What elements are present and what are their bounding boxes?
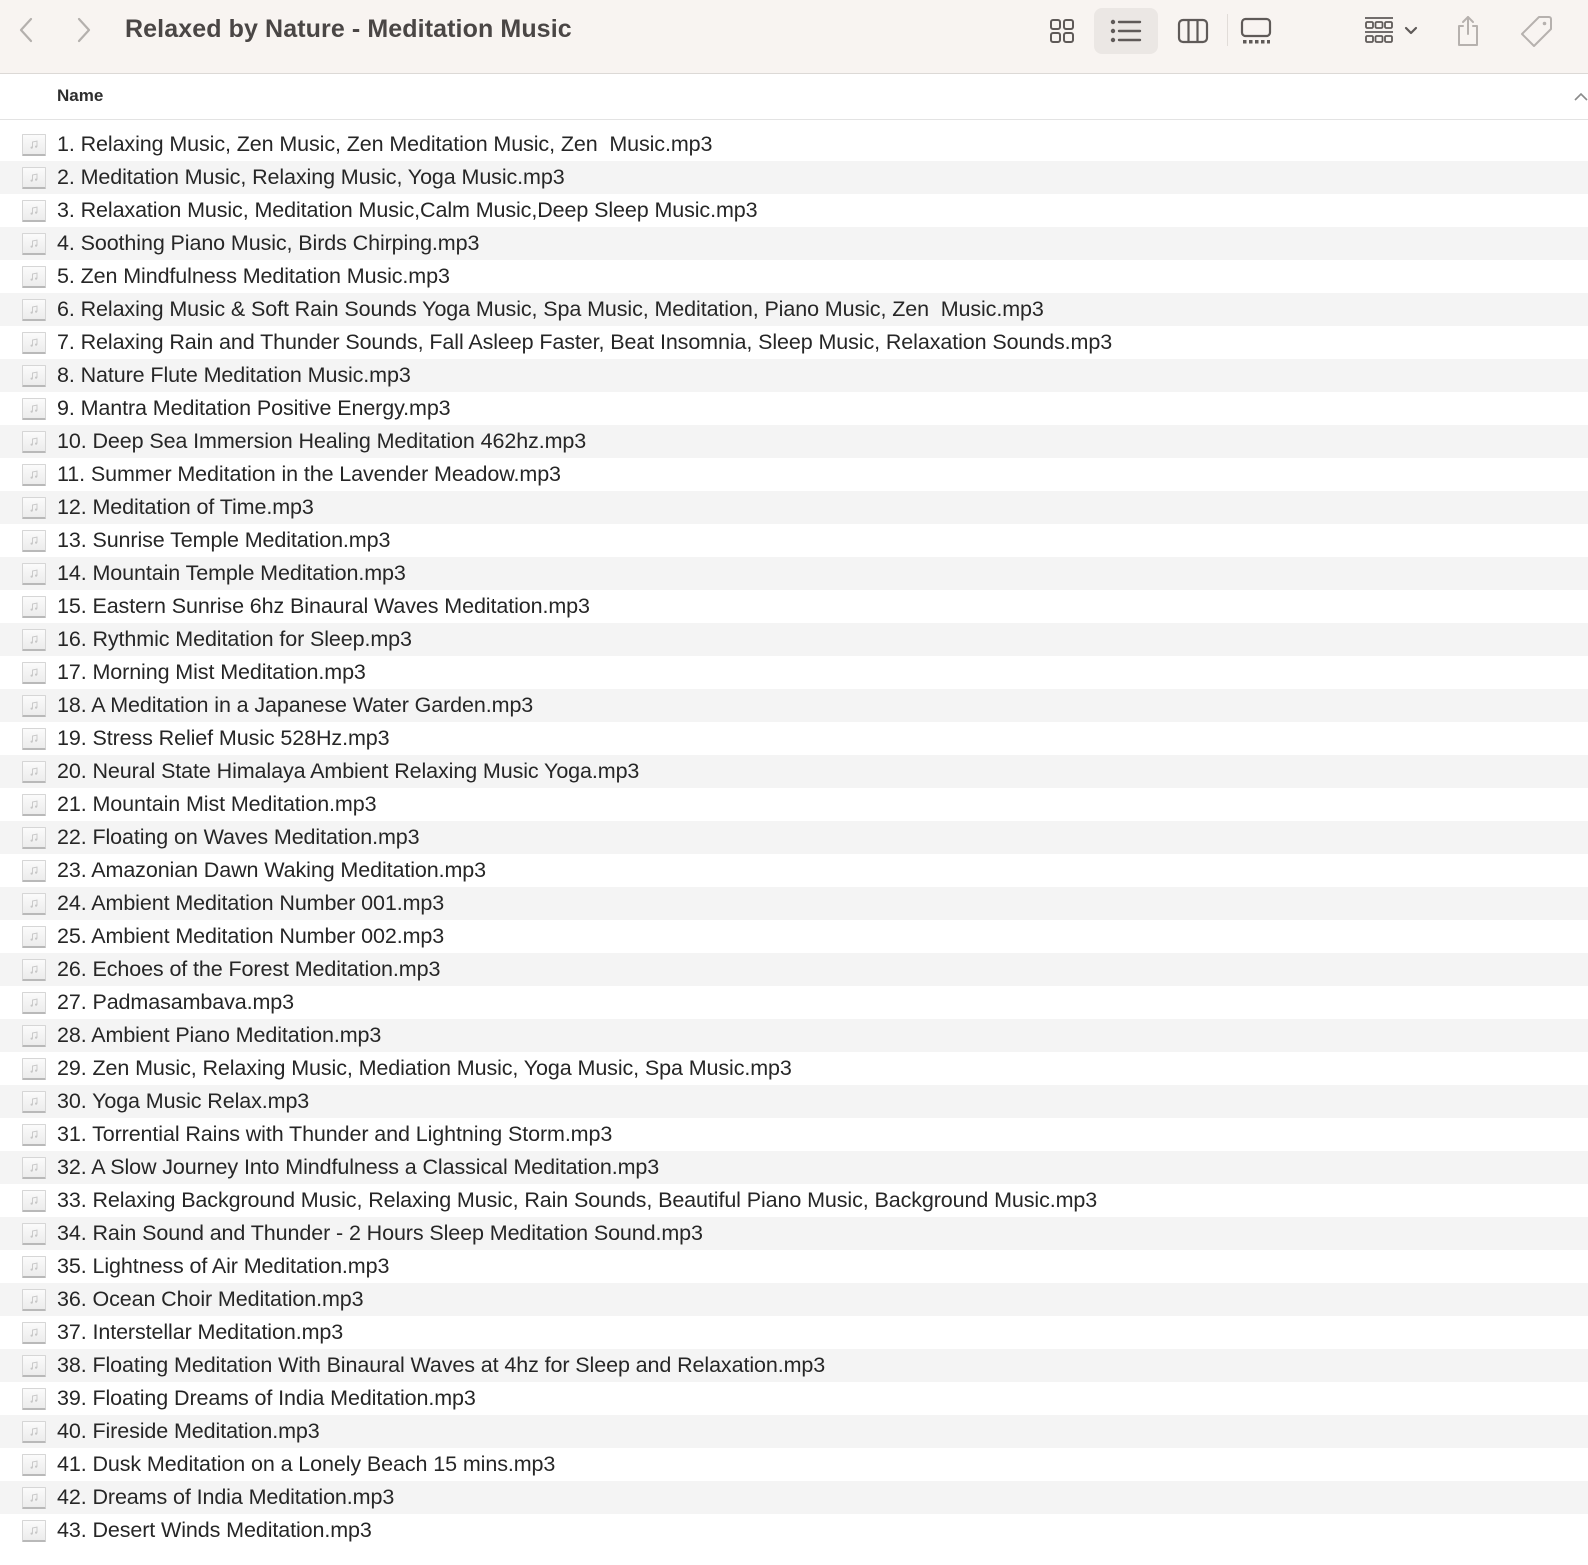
audio-file-icon: [22, 1355, 46, 1377]
tag-button[interactable]: [1512, 8, 1562, 54]
audio-file-icon: [22, 695, 46, 717]
audio-file-icon: [22, 431, 46, 453]
file-name: 17. Morning Mist Meditation.mp3: [57, 660, 366, 684]
file-name: 25. Ambient Meditation Number 002.mp3: [57, 924, 445, 948]
file-name: 12. Meditation of Time.mp3: [57, 495, 314, 519]
file-row[interactable]: [0, 788, 1588, 821]
chevron-down-icon: [1404, 26, 1418, 36]
file-row[interactable]: [0, 1151, 1588, 1184]
file-name: 21. Mountain Mist Meditation.mp3: [57, 792, 377, 816]
audio-file-icon: [22, 530, 46, 552]
group-by-icon: [1364, 16, 1398, 46]
file-name: 43. Desert Winds Meditation.mp3: [57, 1518, 372, 1542]
list-column-header: [0, 74, 1588, 120]
finder-toolbar: [0, 0, 1588, 74]
audio-file-icon: [22, 233, 46, 255]
file-name: 24. Ambient Meditation Number 001.mp3: [57, 891, 445, 915]
file-name: 9. Mantra Meditation Positive Energy.mp3: [57, 396, 451, 420]
audio-file-icon: [22, 1322, 46, 1344]
file-name: 23. Amazonian Dawn Waking Meditation.mp3: [57, 858, 487, 882]
file-row[interactable]: [0, 1514, 1588, 1547]
group-by-button[interactable]: [1358, 8, 1424, 54]
file-name: 7. Relaxing Rain and Thunder Sounds, Fall Asleep Faster, Beat Insomnia, Sleep Music, Relaxation Sounds.mp3: [57, 330, 1113, 354]
file-row[interactable]: [0, 194, 1588, 227]
file-row[interactable]: [0, 293, 1588, 326]
file-name: 42. Dreams of India Meditation.mp3: [57, 1485, 395, 1509]
audio-file-icon: [22, 662, 46, 684]
audio-file-icon: [22, 266, 46, 288]
file-row[interactable]: [0, 821, 1588, 854]
file-row[interactable]: [0, 425, 1588, 458]
file-row[interactable]: [0, 854, 1588, 887]
file-row[interactable]: [0, 953, 1588, 986]
file-name: 1. Relaxing Music, Zen Music, Zen Meditation Music, Zen Music.mp3: [57, 132, 713, 156]
audio-file-icon: [22, 860, 46, 882]
file-row[interactable]: [0, 1217, 1588, 1250]
file-row[interactable]: [0, 1184, 1588, 1217]
list-icon: [1109, 18, 1143, 44]
file-name: 8. Nature Flute Meditation Music.mp3: [57, 363, 411, 387]
file-row[interactable]: [0, 1052, 1588, 1085]
audio-file-icon: [22, 497, 46, 519]
file-row[interactable]: [0, 755, 1588, 788]
audio-file-icon: [22, 1058, 46, 1080]
file-name: 30. Yoga Music Relax.mp3: [57, 1089, 310, 1113]
sort-ascending-icon[interactable]: [1572, 89, 1588, 105]
file-name: 20. Neural State Himalaya Ambient Relaxing Music Yoga.mp3: [57, 759, 640, 783]
file-name: 31. Torrential Rains with Thunder and Lightning Storm.mp3: [57, 1122, 613, 1146]
file-name: 28. Ambient Piano Meditation.mp3: [57, 1023, 382, 1047]
audio-file-icon: [22, 1256, 46, 1278]
file-name: 22. Floating on Waves Meditation.mp3: [57, 825, 420, 849]
audio-file-icon: [22, 761, 46, 783]
audio-file-icon: [22, 563, 46, 585]
file-list: [0, 128, 1588, 1547]
file-name: 5. Zen Mindfulness Meditation Music.mp3: [57, 264, 450, 288]
file-row[interactable]: [0, 1382, 1588, 1415]
file-row[interactable]: [0, 1118, 1588, 1151]
file-row[interactable]: [0, 260, 1588, 293]
file-row[interactable]: [0, 986, 1588, 1019]
audio-file-icon: [22, 926, 46, 948]
file-row[interactable]: [0, 326, 1588, 359]
file-row[interactable]: [0, 227, 1588, 260]
audio-file-icon: [22, 1223, 46, 1245]
toolbar-divider: [1227, 14, 1228, 46]
audio-file-icon: [22, 794, 46, 816]
file-name: 39. Floating Dreams of India Meditation.mp3: [57, 1386, 476, 1410]
file-name: 26. Echoes of the Forest Meditation.mp3: [57, 957, 441, 981]
gallery-icon: [1240, 17, 1272, 45]
file-name: 2. Meditation Music, Relaxing Music, Yoga Music.mp3: [57, 165, 565, 189]
audio-file-icon: [22, 959, 46, 981]
forward-button[interactable]: [68, 14, 100, 46]
audio-file-icon: [22, 365, 46, 387]
file-name: 40. Fireside Meditation.mp3: [57, 1419, 320, 1443]
audio-file-icon: [22, 464, 46, 486]
file-name: 34. Rain Sound and Thunder - 2 Hours Sleep Meditation Sound.mp3: [57, 1221, 703, 1245]
file-name: 11. Summer Meditation in the Lavender Meadow.mp3: [57, 462, 561, 486]
chevron-right-icon: [76, 16, 92, 44]
file-row[interactable]: [0, 689, 1588, 722]
audio-file-icon: [22, 1124, 46, 1146]
audio-file-icon: [22, 1091, 46, 1113]
name-column-header[interactable]: Name: [57, 86, 104, 105]
file-row[interactable]: [0, 1250, 1588, 1283]
audio-file-icon: [22, 167, 46, 189]
back-button[interactable]: [10, 14, 42, 46]
file-row[interactable]: [0, 359, 1588, 392]
column-view-button[interactable]: [1170, 8, 1216, 54]
audio-file-icon: [22, 1487, 46, 1509]
file-row[interactable]: [0, 1283, 1588, 1316]
file-row[interactable]: [0, 887, 1588, 920]
tag-icon: [1520, 14, 1554, 48]
file-name: 13. Sunrise Temple Meditation.mp3: [57, 528, 391, 552]
file-row[interactable]: [0, 590, 1588, 623]
audio-file-icon: [22, 332, 46, 354]
file-name: 37. Interstellar Meditation.mp3: [57, 1320, 344, 1344]
share-icon: [1454, 14, 1482, 48]
file-row[interactable]: [0, 524, 1588, 557]
file-name: 6. Relaxing Music & Soft Rain Sounds Yoga Music, Spa Music, Meditation, Piano Music, Zen Music.mp3: [57, 297, 1044, 321]
file-row[interactable]: [0, 1448, 1588, 1481]
file-row[interactable]: [0, 1481, 1588, 1514]
audio-file-icon: [22, 1454, 46, 1476]
file-row[interactable]: [0, 1415, 1588, 1448]
file-row[interactable]: [0, 1085, 1588, 1118]
file-name: 19. Stress Relief Music 528Hz.mp3: [57, 726, 390, 750]
file-name: 16. Rythmic Meditation for Sleep.mp3: [57, 627, 412, 651]
audio-file-icon: [22, 629, 46, 651]
audio-file-icon: [22, 299, 46, 321]
icon-view-button[interactable]: [1040, 8, 1084, 54]
audio-file-icon: [22, 200, 46, 222]
file-row[interactable]: [0, 557, 1588, 590]
file-row[interactable]: [0, 1019, 1588, 1052]
file-row[interactable]: [0, 656, 1588, 689]
chevron-left-icon: [18, 16, 34, 44]
audio-file-icon: [22, 1025, 46, 1047]
audio-file-icon: [22, 1157, 46, 1179]
share-button[interactable]: [1448, 8, 1488, 54]
file-name: 18. A Meditation in a Japanese Water Garden.mp3: [57, 693, 534, 717]
audio-file-icon: [22, 1421, 46, 1443]
audio-file-icon: [22, 1388, 46, 1410]
file-name: 32. A Slow Journey Into Mindfulness a Classical Meditation.mp3: [57, 1155, 660, 1179]
file-name: 33. Relaxing Background Music, Relaxing Music, Rain Sounds, Beautiful Piano Music, Background Music.mp3: [57, 1188, 1098, 1212]
file-name: 3. Relaxation Music, Meditation Music,Calm Music,Deep Sleep Music.mp3: [57, 198, 758, 222]
audio-file-icon: [22, 134, 46, 156]
file-row[interactable]: [0, 128, 1588, 161]
columns-icon: [1177, 17, 1209, 45]
audio-file-icon: [22, 893, 46, 915]
audio-file-icon: [22, 827, 46, 849]
audio-file-icon: [22, 728, 46, 750]
audio-file-icon: [22, 1190, 46, 1212]
audio-file-icon: [22, 596, 46, 618]
file-name: 29. Zen Music, Relaxing Music, Mediation Music, Yoga Music, Spa Music.mp3: [57, 1056, 792, 1080]
file-row[interactable]: [0, 392, 1588, 425]
file-name: 36. Ocean Choir Meditation.mp3: [57, 1287, 364, 1311]
list-view-button[interactable]: [1094, 8, 1158, 54]
file-row[interactable]: [0, 623, 1588, 656]
gallery-view-button[interactable]: [1236, 8, 1276, 54]
audio-file-icon: [22, 992, 46, 1014]
file-name: 38. Floating Meditation With Binaural Waves at 4hz for Sleep and Relaxation.mp3: [57, 1353, 826, 1377]
audio-file-icon: [22, 1520, 46, 1542]
file-row[interactable]: [0, 1316, 1588, 1349]
file-name: 4. Soothing Piano Music, Birds Chirping.mp3: [57, 231, 480, 255]
file-row[interactable]: [0, 161, 1588, 194]
file-name: 35. Lightness of Air Meditation.mp3: [57, 1254, 390, 1278]
file-name: 14. Mountain Temple Meditation.mp3: [57, 561, 406, 585]
file-row[interactable]: [0, 722, 1588, 755]
file-name: 27. Padmasambava.mp3: [57, 990, 295, 1014]
file-name: 41. Dusk Meditation on a Lonely Beach 15 mins.mp3: [57, 1452, 556, 1476]
file-row[interactable]: [0, 458, 1588, 491]
file-row[interactable]: [0, 1349, 1588, 1382]
file-row[interactable]: [0, 491, 1588, 524]
audio-file-icon: [22, 398, 46, 420]
file-row[interactable]: [0, 920, 1588, 953]
grid-icon: [1048, 17, 1076, 45]
file-name: 15. Eastern Sunrise 6hz Binaural Waves Meditation.mp3: [57, 594, 590, 618]
audio-file-icon: [22, 1289, 46, 1311]
window-title: Relaxed by Nature - Meditation Music: [125, 15, 572, 43]
file-name: 10. Deep Sea Immersion Healing Meditation 462hz.mp3: [57, 429, 587, 453]
